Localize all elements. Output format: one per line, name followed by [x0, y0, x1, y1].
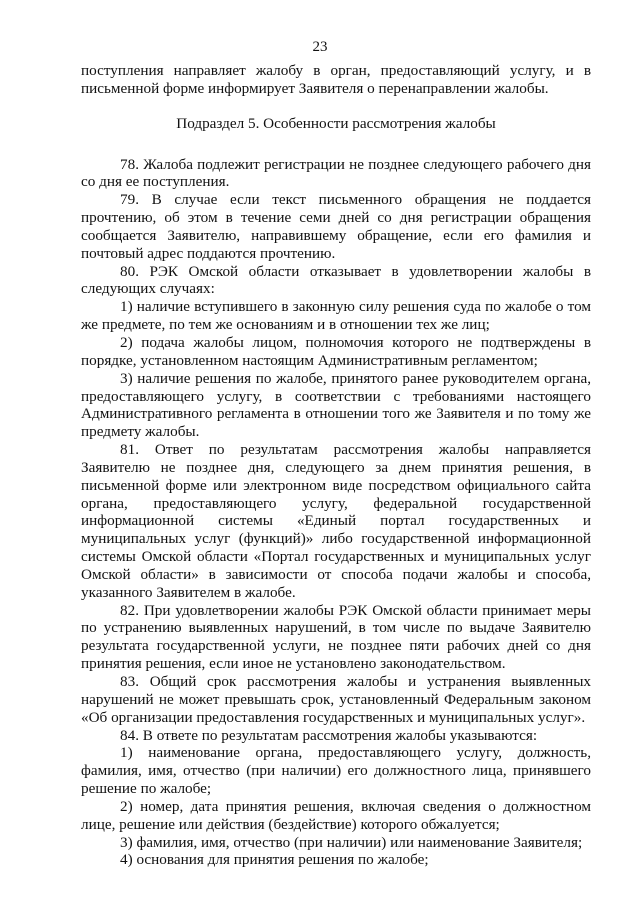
document-body [81, 62, 591, 869]
paragraph-79: 79. В случае если текст письменного обращения не поддается прочтению, об этом в течение семи дней со дня регистрации обращения сообщается Заявителю, направившему обращение, если его фамилия и почтовый адрес поддаются прочтению. [81, 191, 591, 262]
paragraph-80-item-2: 2) подача жалобы лицом, полномочия которого не подтверждены в порядке, установленном настоящим Административным регламентом; [81, 333, 591, 369]
paragraph-81: 81. Ответ по результатам рассмотрения жалобы направляется Заявителю не позднее дня, следующего за днем принятия решения, в письменной форме или электронном виде посредством официального сайта органа, предоставляющего услугу, федеральной государственной информационной системы «Единый портал государственных и муниципальных услуг (функций)» либо государственной информационной системы Омской области «Портал государственных и муниципальных услуг Омской области» в зависимости от способа подачи жалобы и способа, указанного Заявителем в жалобе. [81, 441, 591, 601]
paragraph-80-item-3: 3) наличие решения по жалобе, принятого ранее руководителем органа, предоставляющего услугу, в соответствии с требованиями настоящего Административного регламента в отношении того же Заявителя и по тому же предмету жалобы. [81, 369, 591, 441]
paragraph-84-item-3: 3) фамилия, имя, отчество (при наличии) или наименование Заявителя; [120, 833, 583, 851]
paragraph-80: 80. РЭК Омской области отказывает в удовлетворении жалобы в следующих случаях: [81, 262, 591, 298]
paragraph-84-item-1: 1) наименование органа, предоставляющего услугу, должность, фамилия, имя, отчество (при наличии) его должностного лица, принявшего решение по жалобе; [81, 744, 591, 798]
paragraph-78: 78. Жалоба подлежит регистрации не позднее следующего рабочего дня со дня ее поступления. [81, 155, 591, 191]
paragraph-84-item-2: 2) номер, дата принятия решения, включая сведения о должностном лице, решение или действия (бездействие) которого обжалуется; [81, 797, 591, 833]
paragraph-84: 84. В ответе по результатам рассмотрения жалобы указываются: [120, 726, 538, 744]
page-number: 23 [312, 39, 328, 55]
paragraph-84-item-4: 4) основания для принятия решения по жалобе; [120, 851, 429, 869]
subsection-title: Подраздел 5. Особенности рассмотрения жалобы [176, 114, 496, 132]
paragraph-83: 83. Общий срок рассмотрения жалобы и устранения выявленных нарушений не может превышать срок, установленный Федеральным законом «Об организации предоставления государственных и муниципальных услуг». [81, 673, 591, 726]
intro-paragraph: поступления направляет жалобу в орган, предоставляющий услугу, и в письменной форме информирует Заявителя о перенаправлении жалобы. [81, 62, 591, 97]
paragraph-82: 82. При удовлетворении жалобы РЭК Омской области принимает меры по устранению выявленных нарушений, в том числе по выдаче Заявителю результата государственной услуги, не позднее пяти рабочих дней со дня принятия решения, если иное не установлено законодательством. [81, 601, 591, 673]
paragraph-80-item-1: 1) наличие вступившего в законную силу решения суда по жалобе о том же предмете, по тем же основаниям и в отношении тех же лиц; [81, 298, 591, 334]
